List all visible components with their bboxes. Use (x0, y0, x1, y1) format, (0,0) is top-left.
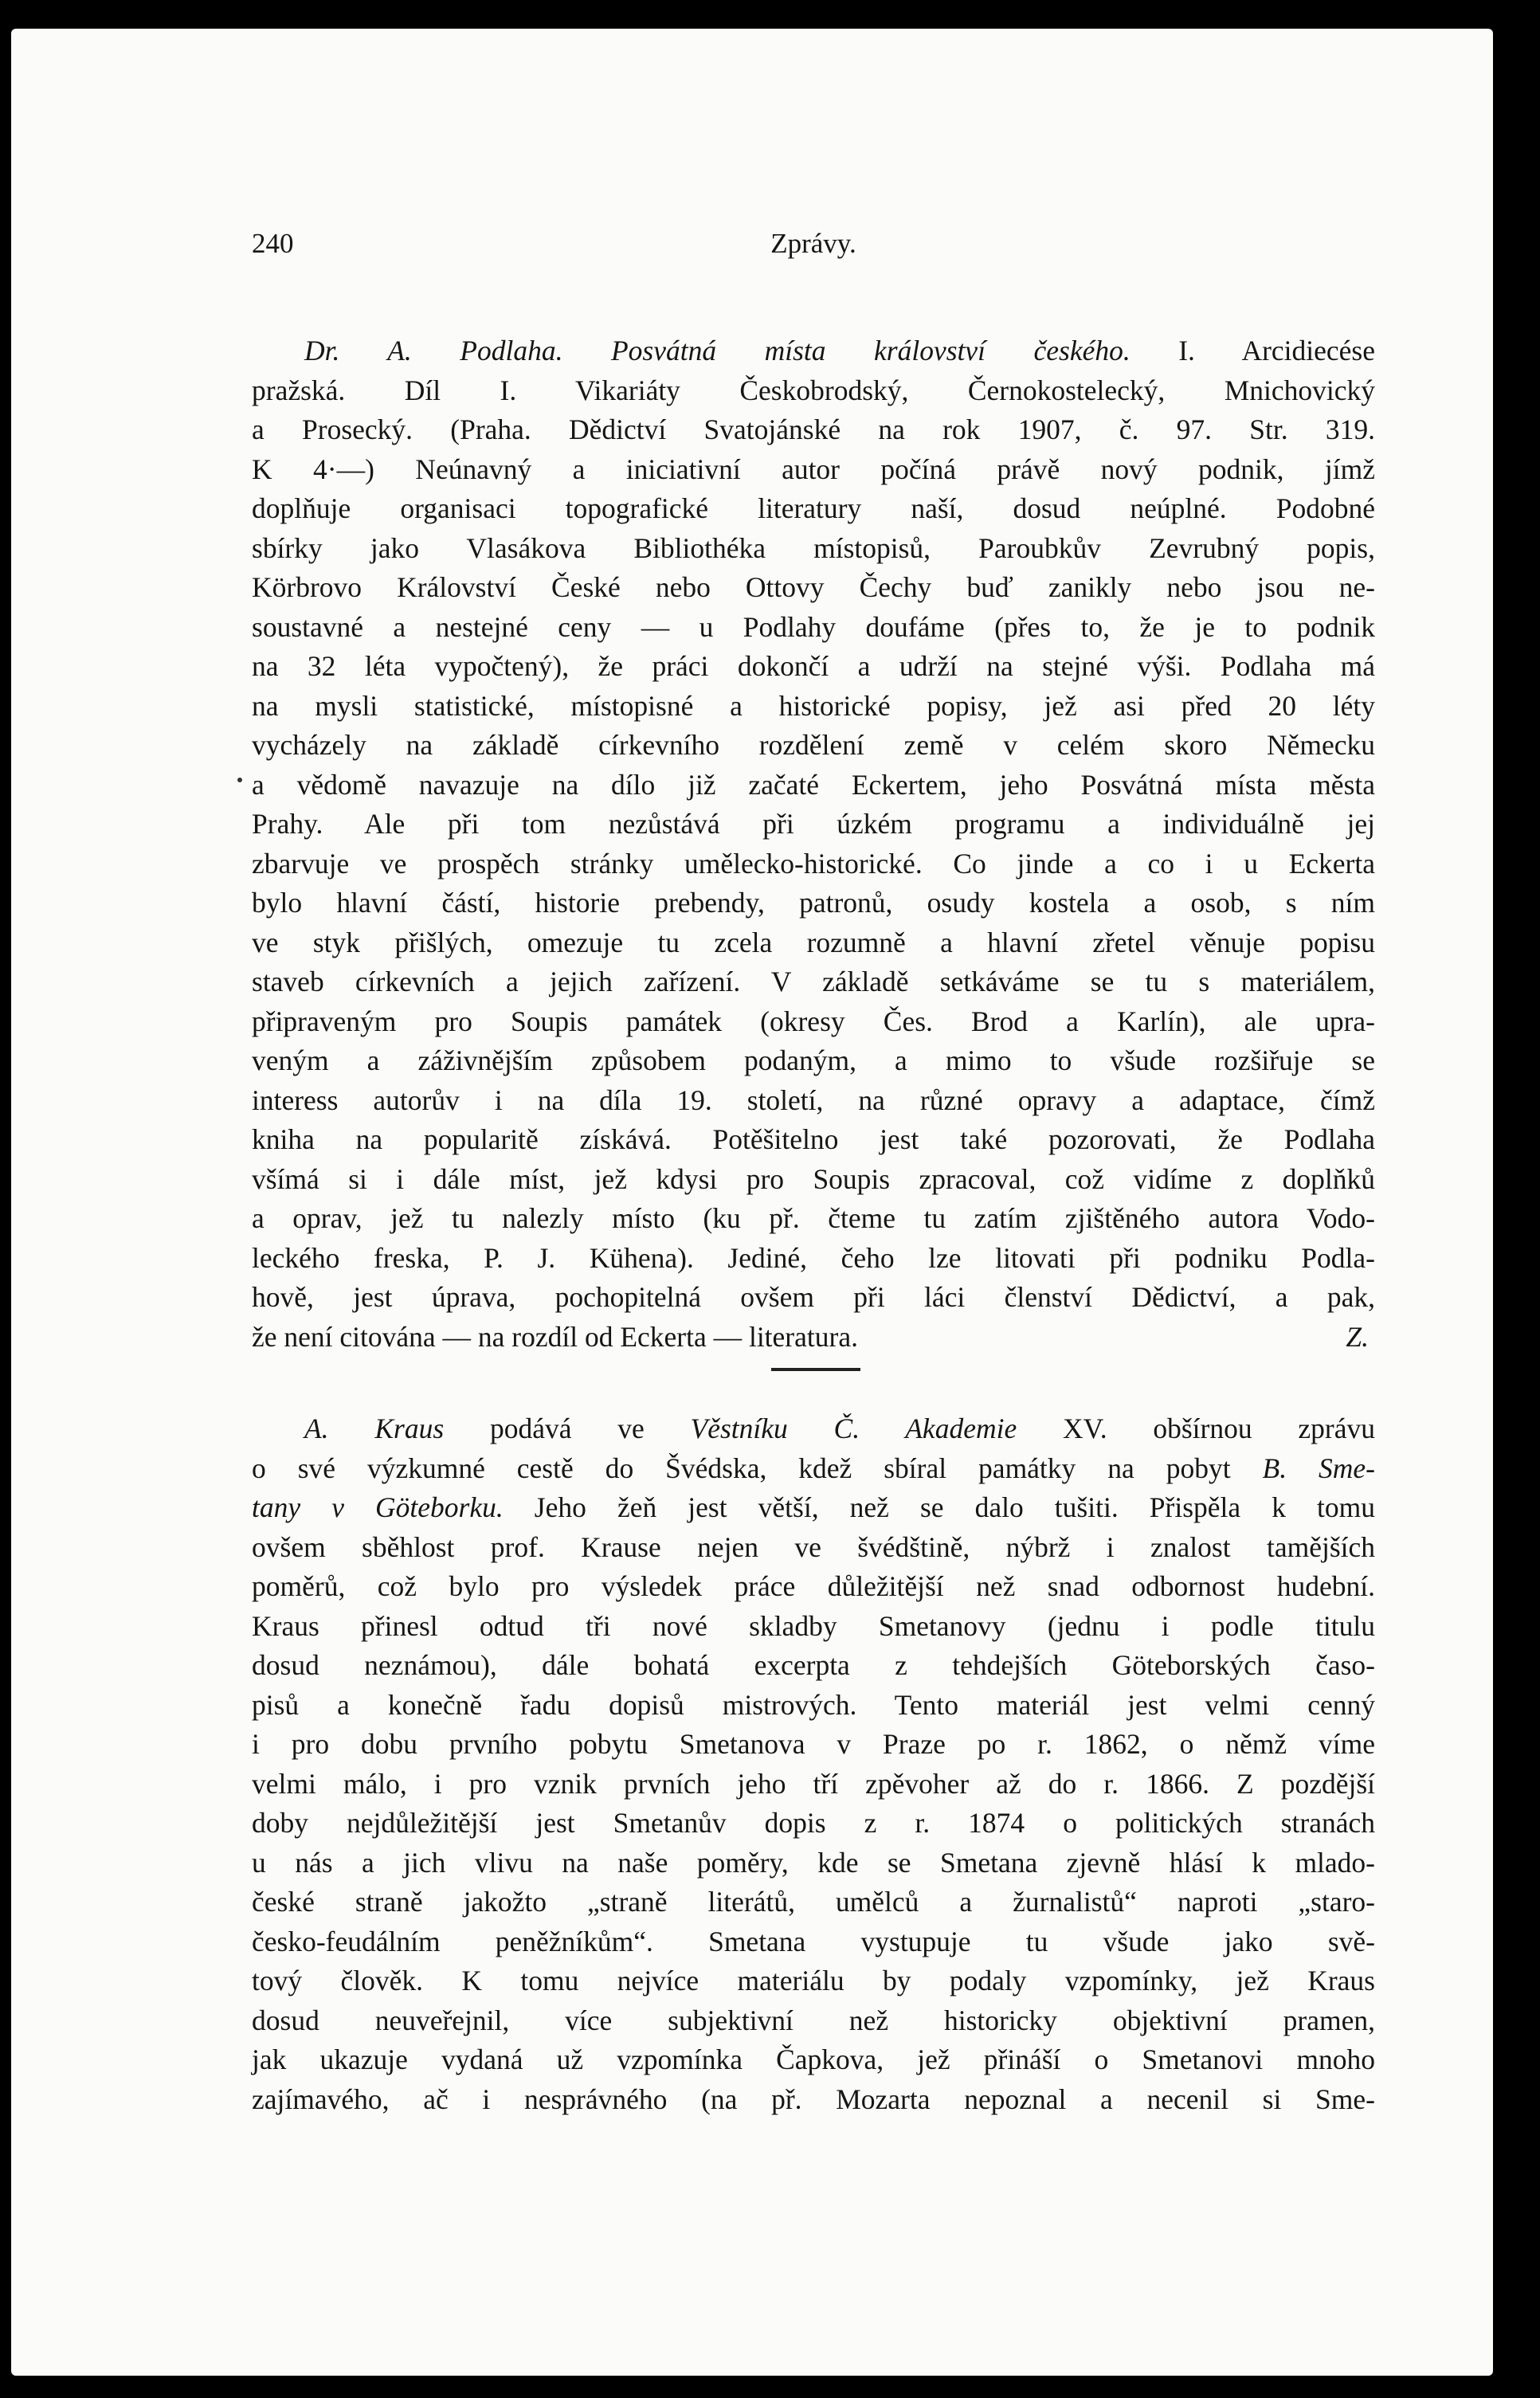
text-line: I. Arcidiecése (1178, 335, 1376, 366)
text-line: i pro dobu prvního pobytu Smetanova v Praze po r. 1862, o němž víme (252, 1728, 1375, 1760)
text-line: připraveným pro Soupis památek (okresy Čes. Brod a Karlín), ale upra- (252, 1005, 1375, 1037)
text-line: zbarvuje ve prospěch stránky umělecko-historické. Co jinde a co i u Eckerta (252, 847, 1375, 880)
text-line: veným a záživnějším způsobem podaným, a mimo to všude rozšiřuje se (252, 1044, 1375, 1076)
section-separator (771, 1368, 860, 1371)
text-line: ovšem sběhlost prof. Krause nejen ve švédštině, nýbrž i znalost tamějších (252, 1530, 1375, 1563)
review-book-title: Posvátná místa království českého. (610, 335, 1131, 366)
review-podlaha (252, 331, 1375, 1357)
text-line: Körbrovo Království České nebo Ottovy Čechy buď zanikly nebo jsou ne- (252, 571, 1375, 603)
text-line: soustavné a nestejné ceny — u Podlahy doufáme (přes to, že je to podnik (252, 610, 1375, 643)
text-line: doby nejdůležitější jest Smetanův dopis z r. 1874 o politických stranách (252, 1807, 1375, 1839)
text-line: Prahy. Ale při tom nezůstává při úzkém programu a individuálně jej (252, 808, 1375, 840)
journal-title: Věstníku Č. Akademie (690, 1413, 1017, 1444)
text-line: doplňuje organisaci topografické literatury naší, dosud neúplné. Podobné (252, 492, 1375, 524)
text-line: hově, jest úprava, pochopitelná ovšem při láci členství Dědictví, a pak, (252, 1281, 1375, 1313)
text-fragment: podává ve (444, 1413, 691, 1444)
text-line: pražská. Díl I. Vikariáty Českobrodský, Černokostelecký, Mnichovický (252, 374, 1375, 406)
text-line: K 4·—) Neúnavný a iniciativní autor počíná právě nový podnik, jímž (252, 453, 1375, 485)
italic-fragment: B. Sme- (1262, 1452, 1375, 1484)
text-line: česko-feudálním peněžníkům“. Smetana vystupuje tu všude jako svě- (252, 1925, 1375, 1957)
text-line: dosud neuveřejnil, více subjektivní než historicky objektivní pramen, (252, 2004, 1375, 2036)
review-heading-line (252, 1409, 1375, 1449)
text-line: a oprav, jež tu nalezly místo (ku př. čteme tu zatím zjištěného autora Vodo- (252, 1202, 1375, 1234)
text-line: a Prosecký. (Praha. Dědictví Svatojánské na rok 1907, č. 97. Str. 319. (252, 413, 1375, 445)
text-fragment: XV. obšírnou zprávu (1017, 1413, 1375, 1444)
text-line: velmi málo, i pro vznik prvních jeho tří zpěvoher až do r. 1866. Z pozdější (252, 1767, 1375, 1800)
text-line: zajímavého, ač i nesprávného (na př. Mozarta nepoznal a necenil si Sme- (252, 2083, 1375, 2115)
text-line: tový člověk. K tomu nejvíce materiálu by podaly vzpomínky, jež Kraus (252, 1965, 1375, 1996)
review-heading-line (252, 331, 1375, 371)
text-line: české straně jakožto „straně literátů, umělců a žurnalistů“ naproti „staro- (252, 1886, 1375, 1918)
review-kraus (252, 1409, 1375, 2119)
review-author: Dr. A. Podlaha. (304, 335, 563, 366)
italic-fragment: tany v Göteborku. (252, 1491, 504, 1523)
page-header (252, 220, 1375, 268)
body-text (252, 331, 1375, 2119)
text-line: u nás a jich vlivu na naše poměry, kde se Smetana zjevně hlásí k mlado- (252, 1846, 1375, 1879)
text-line: na 32 léta vypočtený), že práci dokončí a udrží na stejné výši. Podlaha má (252, 650, 1375, 682)
text-fragment: o své výzkumné cestě do Švédska, kdež sbíral památky na pobyt (252, 1452, 1263, 1484)
text-line: že není citována — na rozdíl od Eckerta — literatura. (252, 1320, 858, 1353)
text-line: na mysli statistické, místopisné a historické popisy, jež asi před 20 léty (252, 689, 1375, 722)
text-line: staveb církevních a jejich zařízení. V základě setkáváme se tu s materiálem, (252, 966, 1375, 997)
page-number: 240 (252, 228, 294, 259)
text-line: sbírky jako Vlasákova Bibliothéka místopisů, Paroubkův Zevrubný popis, (252, 531, 1375, 564)
text-line: poměrů, což bylo pro výsledek práce důležitější než snad odbornost hudební. (252, 1570, 1375, 1602)
text-line: ve styk přišlých, omezuje tu zcela rozumně a hlavní zřetel věnuje popisu (252, 926, 1375, 958)
text-line: interess autorův i na díla 19. století, na různé opravy a adaptace, čímž (252, 1083, 1375, 1116)
text-line: leckého freska, P. J. Kühena). Jediné, čeho lze litovati při podniku Podla- (252, 1241, 1375, 1274)
text-line: všímá si i dále míst, jež kdysi pro Soupis zpracoval, což vidíme z doplňků (252, 1162, 1375, 1195)
running-title: Zprávy. (770, 228, 856, 259)
text-line: jak ukazuje vydaná už vzpomínka Čapkova, jež přináší o Smetanovi mnoho (252, 2043, 1375, 2075)
review-author: A. Kraus (304, 1413, 445, 1444)
text-line: bylo hlavní částí, historie prebendy, patronů, osudy kostela a osob, s ním (252, 887, 1375, 919)
signature: Z. (1346, 1320, 1369, 1353)
book-page (11, 29, 1493, 2376)
text-line (252, 1449, 1375, 1489)
stray-dot (237, 778, 242, 782)
text-line (252, 1488, 1375, 1528)
separator-area (252, 1357, 1375, 1409)
closing-line (252, 1318, 1375, 1358)
text-line: Kraus přinesl odtud tři nové skladby Smetanovy (jednu i podle titulu (252, 1609, 1375, 1642)
text-line: pisů a konečně řadu dopisů mistrových. Tento materiál jest velmi cenný (252, 1688, 1375, 1721)
text-line: vycházely na základě církevního rozdělení země v celém skoro Německu (252, 729, 1375, 761)
text-line: kniha na popularitě získává. Potěšitelno jest také pozorovati, že Podlaha (252, 1123, 1375, 1155)
text-line: a vědomě navazuje na dílo již začaté Eckertem, jeho Posvátná místa města (252, 768, 1375, 801)
text-fragment: Jeho žeň jest větší, než se dalo tušiti. Přispěla k tomu (503, 1491, 1375, 1523)
text-line: dosud neznámou), dále bohatá excerpta z tehdejších Göteborských časo- (252, 1649, 1375, 1681)
